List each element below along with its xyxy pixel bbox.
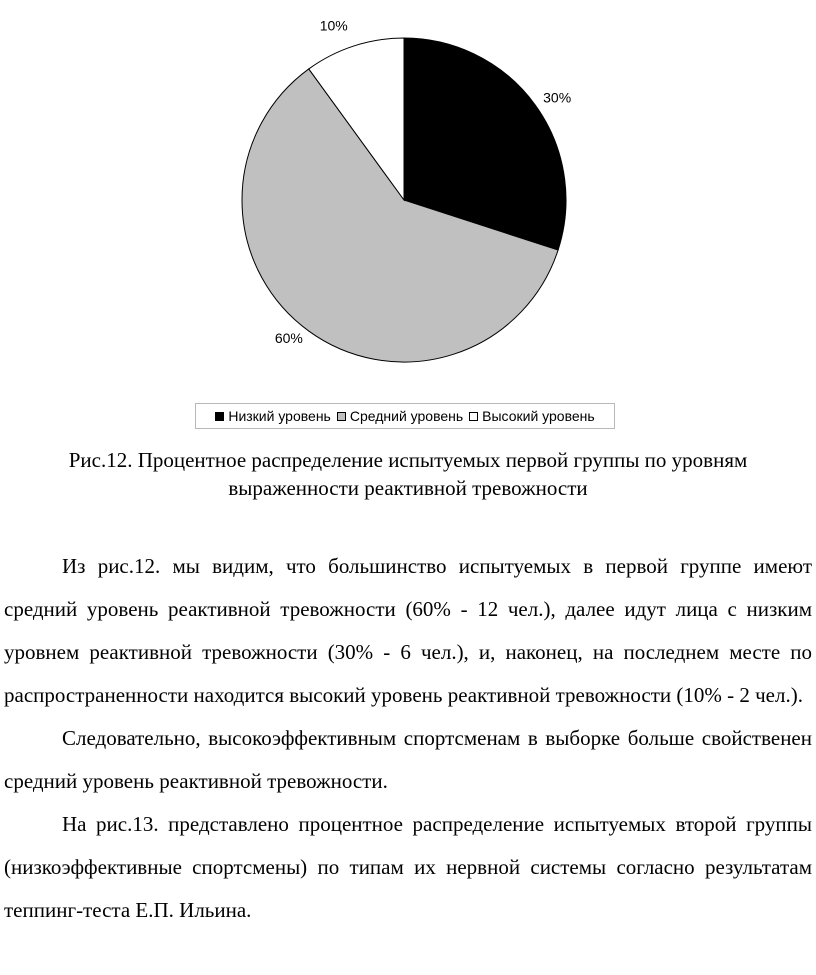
pie-chart: [0, 0, 816, 400]
caption-line-1: Рис.12. Процентное распределение испытуемых первой группы по уровням: [68, 448, 748, 472]
pie-label-low: 30%: [543, 89, 572, 106]
legend-swatch-medium: [337, 412, 346, 421]
legend-label-low: Низкий уровень: [228, 408, 331, 424]
figure-caption: [0, 446, 816, 502]
legend-item-medium: [337, 408, 463, 424]
pie-label-high: 10%: [319, 17, 348, 34]
legend-item-high: [469, 408, 595, 424]
legend-label-medium: Средний уровень: [349, 408, 464, 424]
legend-label-high: Высокий уровень: [482, 408, 595, 424]
body-text: [4, 545, 812, 932]
paragraph-1: Из рис.12. мы видим, что большинство испытуемых в первой группе имеют средний уровень реактивной тревожности (60% - 12 чел.), далее идут лица с низким уровнем реактивной тревожности (30% - 6 чел.), и, наконец, на последнем месте по распространенности находится высокий уровень реактивной тревожности (10% - 2 чел.).: [4, 554, 812, 707]
legend-item-low: [215, 408, 331, 424]
paragraph-2: Следовательно, высокоэффективным спортсменам в выборке больше свойственен средний уровень реактивной тревожности.: [4, 726, 812, 793]
chart-legend: [195, 403, 615, 429]
pie-label-medium: 60%: [274, 329, 303, 346]
legend-swatch-high: [469, 412, 478, 421]
legend-swatch-low: [215, 412, 224, 421]
caption-line-2: выраженности реактивной тревожности: [228, 476, 588, 500]
paragraph-3: На рис.13. представлено процентное распределение испытуемых второй группы (низкоэффективные спортсмены) по типам их нервной системы согласно результатам теппинг-теста Е.П. Ильина.: [4, 812, 812, 922]
